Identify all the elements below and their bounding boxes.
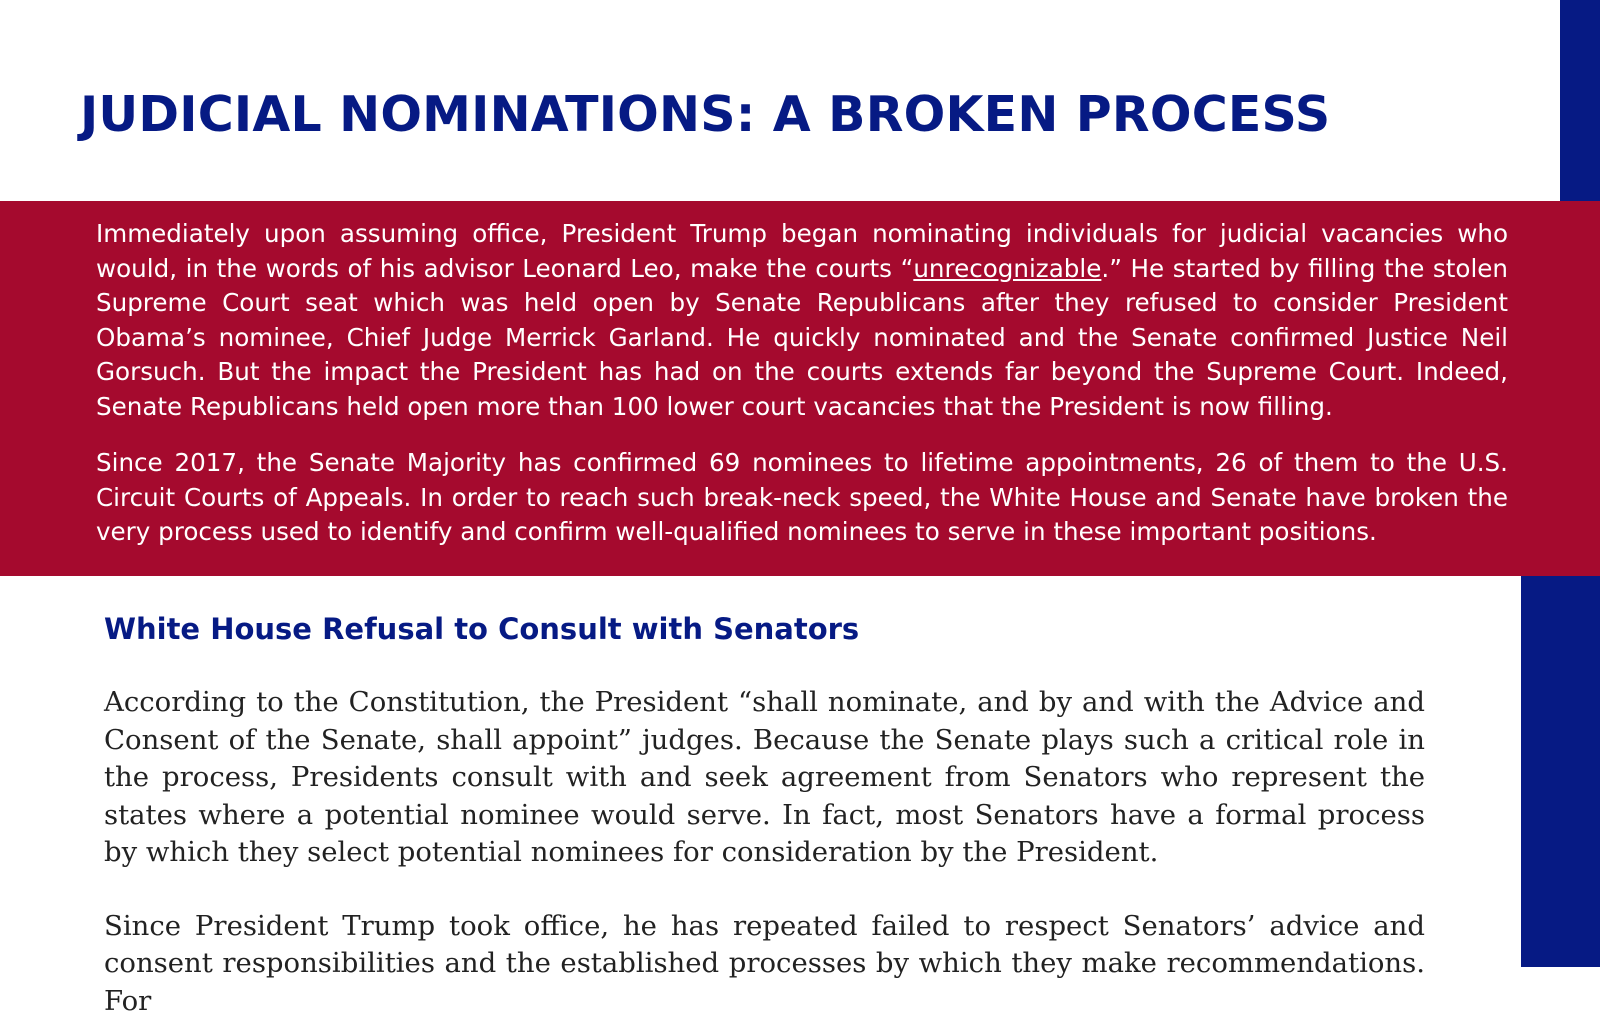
intro-paragraph-1-end: .” He started by filling the stolen Supreme Court seat which was held open by Senate Republicans after they refused to consider President Obama’s nominee, Chief Judge Merrick Garland. He quickly nominated and the Senate confirmed Justice Neil Gorsuch. But the impact the President has had on the courts extends far beyond the Supreme Court. Indeed, Senate Republicans held open more than 100 lower court vacancies that the President is now filling. bbox=[96, 254, 1508, 421]
intro-paragraph-1 bbox=[96, 217, 1508, 424]
intro-paragraph-1-start: Immediately upon assuming office, President Trump began nominating individuals for judicial vacancies who would, in the words of his advisor Leonard Leo, make the courts “ bbox=[96, 219, 1508, 283]
section-paragraph-1: According to the Constitution, the President “shall nominate, and by and with the Advice and Consent of the Senate, shall appoint” judges. Because the Senate plays such a critical role in the process, Presidents consult with and seek agreement from Senators who represent the states where a potential nominee would serve. In fact, most Senators have a formal process by which they select potential nominees for consideration by the President. bbox=[104, 684, 1425, 872]
navy-accent-bar-top bbox=[1560, 0, 1600, 205]
section-paragraph-2: Since President Trump took office, he has repeated failed to respect Senators’ advice and consent responsibilities and the established processes by which they make recommendations. For bbox=[104, 908, 1425, 1020]
intro-paragraph-2: Since 2017, the Senate Majority has confirmed 69 nominees to lifetime appointments, 26 of them to the U.S. Circuit Courts of Appeals. In order to reach such break-neck speed, the White House and Senate have broken the very process used to identify and confirm well-qualified nominees to serve in these important positions. bbox=[96, 446, 1508, 550]
navy-accent-bar-bottom bbox=[1521, 574, 1600, 967]
unrecognizable-link[interactable]: unrecognizable bbox=[913, 254, 1101, 283]
section-heading: White House Refusal to Consult with Senators bbox=[104, 612, 859, 646]
document-title: JUDICIAL NOMINATIONS: A BROKEN PROCESS bbox=[80, 86, 1330, 143]
intro-band bbox=[0, 201, 1600, 576]
section-body bbox=[104, 684, 1425, 967]
